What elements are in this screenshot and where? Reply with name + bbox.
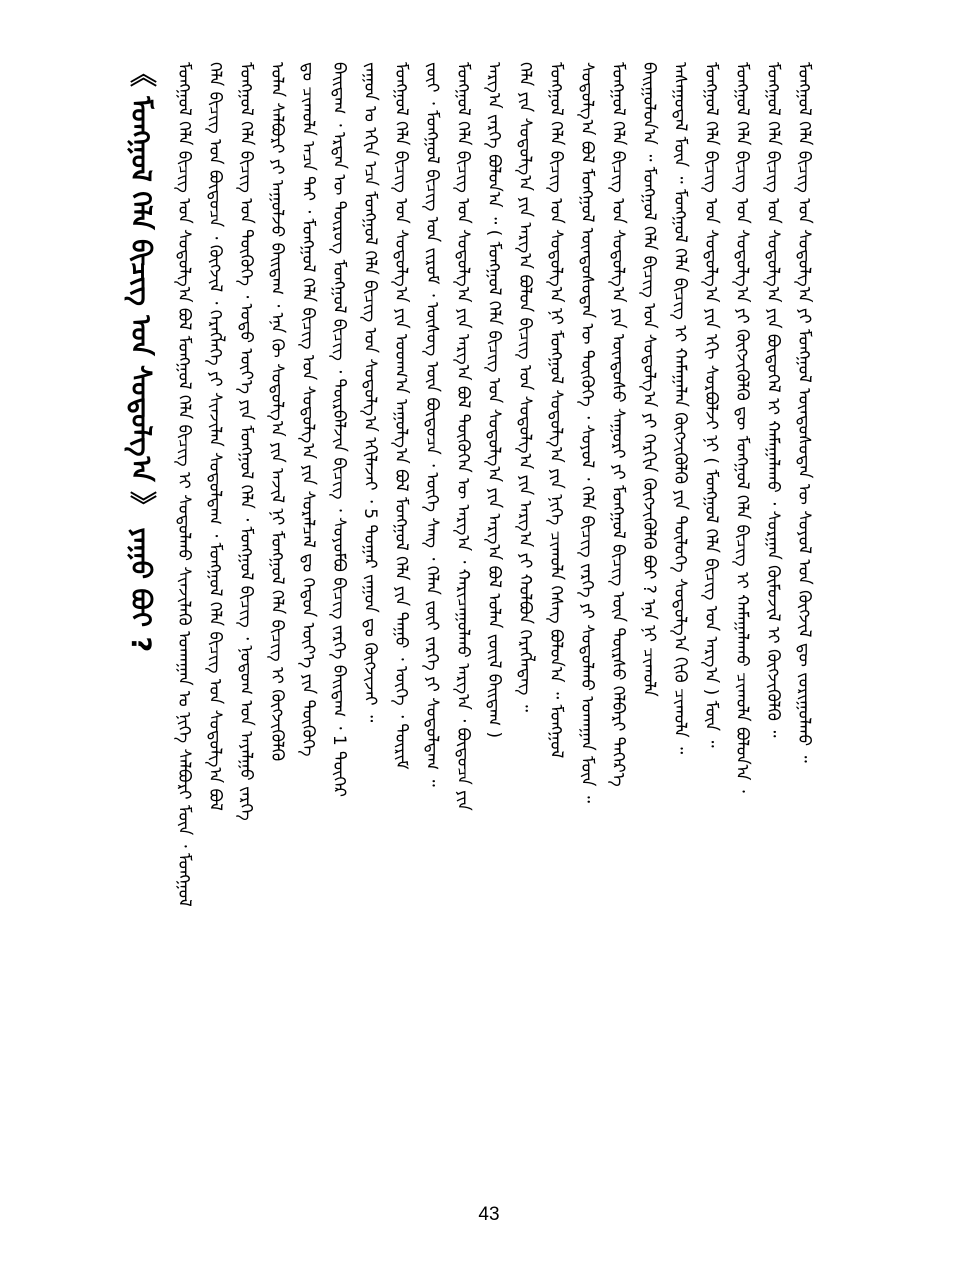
text-column: ᠬᠡᠯᠡ ᠶᠢᠨ ᠰᠤᠳᠤᠯᠭ᠎ᠠ ᠶᠢᠨ ᠠᠷᠭ᠎ᠠ ᠪᠣᠯᠤᠨ ᠪᠢᠴᠢᠭ ᠤᠨ ᠰᠤᠳᠤᠯᠭ᠎ᠠ ᠶᠢᠨ ᠠᠷᠭ᠎ᠠ ᠶᠢ ᠬᠣᠯᠪᠣᠨ ᠬᠡᠷᠡᠭᠯᠡᠳᠡᠭ ᠃ [515,62,535,712]
text-column: ᠮᠣᠩᠭᠣᠯ ᠬᠡᠯᠡ ᠪᠢᠴᠢᠭ ᠤᠨ ᠰᠤᠳᠤᠯᠭ᠎ᠠ ᠶᠢ ᠬᠥᠭᠵᠢᠭᠦᠯᠬᠦ ᠳᠦ ᠮᠣᠩᠭᠣᠯ ᠬᠡᠯᠡ ᠪᠢᠴᠢᠭ ᠢ ᠬᠠᠮᠠᠭᠠᠯᠠᠬᠤ ᠴᠢᠬᠤᠯᠠ ᠪᠣᠯᠤᠨ᠎ᠠ ᠂ [732,62,752,793]
text-column: ᠮᠣᠩᠭᠣᠯ ᠬᠡᠯᠡ ᠪᠢᠴᠢᠭ ᠤᠨ ᠰᠤᠳᠤᠯᠭ᠎ᠠ ᠶᠢᠨ ᠦᠨᠳᠦᠰᠦ ᠰᠠᠭᠤᠷᠢ ᠶᠢ ᠮᠣᠩᠭᠣᠯ ᠪᠢᠴᠢᠭ ᠦᠨ ᠳᠦᠷᠰᠦ ᠬᠡᠯᠪᠡᠷᠢ ᠳᠡᠭᠡᠷ᠎ᠡ [608,62,628,787]
body-text [172,62,862,1172]
text-column: ᠮᠣᠩᠭᠣᠯ ᠬᠡᠯᠡ ᠪᠢᠴᠢᠭ ᠤᠨ ᠰᠤᠳᠤᠯᠭ᠎ᠠ ᠶᠢᠨ ᠠᠷᠭ᠎ᠠ ᠪᠣᠯ ᠲᠦᠭᠦᠬᠡᠨ ᠦ ᠠᠷᠭ᠎ᠠ ᠂ ᠬᠠᠷᠢᠴᠠᠭᠤᠯᠬᠤ ᠠᠷᠭ᠎ᠠ ᠂ ᠪᠦᠲᠦᠴᠡ ᠶᠢᠨ [453,62,473,811]
text-column: ᠮᠣᠩᠭᠣᠯ ᠬᠡᠯᠡ ᠪᠢᠴᠢᠭ ᠤᠨ ᠰᠤᠳᠤᠯᠭ᠎ᠠ ᠪᠣᠯ ᠮᠣᠩᠭᠣᠯ ᠬᠡᠯᠡ ᠪᠢᠴᠢᠭ ᠢ ᠰᠤᠳᠤᠯᠬᠤ ᠰᠢᠨᠵᠢᠯᠡᠬᠦ ᠤᠬᠠᠭᠠᠨ ᠤ ᠨᠢᠭᠡ ᠰᠠᠯᠪᠤᠷᠢ ᠮᠥᠨ ᠂ ᠮᠣᠩᠭᠣᠯ [174,62,194,907]
text-column: ᠪᠠᠢᠳᠠᠭ ᠂ ᠡᠷᠲᠡᠨ ᠦ ᠲᠦᠷᠦᠭ ᠮᠣᠩᠭᠣᠯ ᠪᠢᠴᠢᠭ ᠂ ᠳᠥᠷᠪᠡᠯᠵᠢᠨ ᠪᠢᠴᠢᠭ ᠂ ᠰᠣᠶᠤᠮᠪᠤ ᠪᠢᠴᠢᠭ ᠵᠡᠷᠭᠡ ᠪᠠᠢᠳᠠᠭ ᠂ 1 ᠳᠦᠭᠡᠷ [329,62,349,798]
text-column: ᠮᠣᠩᠭᠣᠯ ᠬᠡᠯᠡ ᠪᠢᠴᠢᠭ ᠤᠨ ᠰᠤᠳᠤᠯᠭ᠎ᠠ ᠶᠢᠨ ᠪᠦᠲᠦᠭᠡᠯ ᠢ ᠬᠠᠮᠠᠭᠠᠯᠠᠬᠤ ᠂ ᠰᠤᠷᠭᠠᠨ ᠬᠥᠮᠦᠵᠢᠯ ᠢ ᠬᠥᠭᠵᠢᠭᠦᠯᠬᠦ ᠃ [763,62,783,738]
text-column: ᠣᠯᠠᠨ ᠰᠠᠯᠪᠤᠷᠢ ᠶᠢ ᠠᠭᠤᠯᠵᠤ ᠪᠠᠢᠳᠠᠭ ᠂ ᠡᠨᠡ ᠬᠦ ᠰᠤᠳᠤᠯᠭ᠎ᠠ ᠶᠢᠨ ᠠᠵᠢᠯ ᠨᠢ ᠮᠣᠩᠭᠣᠯ ᠬᠡᠯᠡ ᠪᠢᠴᠢᠭ ᠢ ᠬᠥᠭᠵᠢᠭᠦᠯᠬᠦ [267,62,287,762]
text-column [823,62,847,1172]
text-column: ᠪᠠᠢᠭᠤᠯᠤᠨ᠎ᠠ ᠃ ᠮᠣᠩᠭᠣᠯ ᠬᠡᠯᠡ ᠪᠢᠴᠢᠭ ᠤᠨ ᠰᠤᠳᠤᠯᠭ᠎ᠠ ᠶᠢ ᠬᠡᠷᠬᠢᠨ ᠬᠥᠭᠵᠢᠭᠦᠯᠬᠦ ᠪᠤᠢ ? ᠡᠨᠡ ᠨᠢ ᠴᠢᠬᠤᠯᠠ [639,62,659,697]
text-column: ᠠᠷᠭ᠎ᠠ ᠵᠡᠷᠭᠡ ᠪᠣᠯᠤᠨ᠎ᠠ ᠃ ( ᠮᠣᠩᠭᠣᠯ ᠬᠡᠯᠡ ᠪᠢᠴᠢᠭ ᠤᠨ ᠰᠤᠳᠤᠯᠭ᠎ᠠ ᠶᠢᠨ ᠠᠷᠭ᠎ᠠ ᠪᠣᠯ ᠣᠯᠠᠨ ᠵᠦᠢᠯ ᠪᠠᠢᠳᠠᠭ ) [484,62,504,739]
text-column: ᠳᠤ ᠴᠢᠬᠤᠯᠠ ᠠᠴᠠ ᠲᠠᠢ ᠂ ᠮᠣᠩᠭᠣᠯ ᠬᠡᠯᠡ ᠪᠢᠴᠢᠭ ᠤᠨ ᠰᠤᠳᠤᠯᠭ᠎ᠠ ᠶᠢᠨ ᠰᠤᠷᠠᠯᠴᠠᠯ ᠳᠤ ᠬᠡᠳᠦᠨ ᠦᠶ᠎ᠡ ᠶᠢᠨ ᠲᠦᠭᠦᠬᠡ [298,62,318,757]
text-column: ᠮᠣᠩᠭᠣᠯ ᠬᠡᠯᠡ ᠪᠢᠴᠢᠭ ᠤᠨ ᠲᠦᠭᠦᠬᠡ ᠂ ᠣᠳᠣ ᠦᠶ᠎ᠡ ᠶᠢᠨ ᠮᠣᠩᠭᠣᠯ ᠬᠡᠯᠡ ᠂ ᠮᠣᠩᠭᠣᠯ ᠪᠢᠴᠢᠭ ᠂ ᠨᠤᠲᠤᠭ ᠤᠨ ᠠᠶᠠᠯᠭᠤ ᠵᠡᠷᠭᠡ [236,62,256,821]
page-number: 43 [478,1204,500,1225]
text-column: ᠰᠤᠳᠤᠯᠭ᠎ᠠ ᠪᠣᠯ ᠮᠣᠩᠭᠣᠯ ᠦᠨᠳᠦᠰᠦᠲᠡᠨ ᠦ ᠲᠦᠭᠦᠬᠡ ᠂ ᠰᠣᠶᠤᠯ ᠂ ᠬᠡᠯᠡ ᠪᠢᠴᠢᠭ ᠵᠡᠷᠭᠡ ᠶᠢ ᠰᠤᠳᠤᠯᠬᠤ ᠤᠬᠠᠭᠠᠨ ᠮᠥᠨ ᠃ [577,62,597,803]
text-column: ᠵᠦᠢ ᠂ ᠮᠣᠩᠭᠣᠯ ᠪᠢᠴᠢᠭ ᠤᠨ ᠵᠢᠷᠤᠮ ᠂ ᠦᠰᠦᠭ ᠦᠨ ᠪᠦᠲᠦᠴᠡ ᠂ ᠦᠭᠡ ᠰᠠᠩ ᠂ ᠬᠡᠯᠡᠨ ᠵᠦᠢ ᠵᠡᠷᠭᠡ ᠶᠢ ᠰᠤᠳᠤᠯᠳᠠᠭ ᠃ [422,62,442,787]
text-column: ᠵᠠᠭᠤᠨ ᠤ ᠡᠬᠢᠨ ᠡᠴᠡ ᠮᠣᠩᠭᠣᠯ ᠬᠡᠯᠡ ᠪᠢᠴᠢᠭ ᠤᠨ ᠰᠤᠳᠤᠯᠭ᠎ᠠ ᠡᠬᠢᠯᠡᠵᠡᠢ ᠂ 5 ᠳᠤᠭᠠᠷ ᠵᠠᠭᠤᠨ ᠳᠤ ᠬᠥᠭᠵᠢᠵᠡᠢ ᠃ [360,62,380,723]
text-column: ᠮᠣᠩᠭᠣᠯ ᠬᠡᠯᠡ ᠪᠢᠴᠢᠭ ᠤᠨ ᠰᠤᠳᠤᠯᠭ᠎ᠠ ᠶᠢᠨ ᠤᠳᠬ᠎ᠠ ᠠᠭᠤᠯᠭ᠎ᠠ ᠪᠣᠯ ᠮᠣᠩᠭᠣᠯ ᠬᠡᠯᠡ ᠶᠢᠨ ᠳᠠᠭᠤ ᠂ ᠦᠭᠡ ᠂ ᠳᠦᠷᠢᠮ [391,62,411,770]
text-column: ᠮᠣᠩᠭᠣᠯ ᠬᠡᠯᠡ ᠪᠢᠴᠢᠭ ᠤᠨ ᠰᠤᠳᠤᠯᠭ᠎ᠠ ᠶᠢᠨ ᠡᠬᠢ ᠰᠤᠷᠪᠤᠯᠵᠢ ᠨᠢ ( ᠮᠣᠩᠭᠣᠯ ᠬᠡᠯᠡ ᠪᠢᠴᠢᠭ ᠤᠨ ᠠᠷᠭ᠎ᠠ ) ᠮᠥᠨ ᠃ [701,62,721,748]
text-column: ᠮᠣᠩᠭᠣᠯ ᠬᠡᠯᠡ ᠪᠢᠴᠢᠭ ᠤᠨ ᠰᠤᠳᠤᠯᠭ᠎ᠠ ᠶᠢ ᠮᠣᠩᠭᠣᠯ ᠦᠨᠳᠦᠰᠦᠲᠡᠨ ᠦ ᠰᠣᠶᠤᠯ ᠤᠨ ᠬᠥᠭᠵᠢᠯ ᠳᠦ ᠵᠣᠷᠢᠭᠤᠯᠬᠤ ᠃ [794,62,814,763]
document-title: 《 ᠮᠣᠩᠭᠣᠯ ᠬᠡᠯᠡ ᠪᠢᠴᠢᠭ ᠤᠨ ᠰᠤᠳᠤᠯᠭ᠎ᠠ 》 ᠶᠠᠭᠤ ᠪᠤᠢ ? [125,60,156,653]
text-column: ᠬᠡᠯᠡ ᠪᠢᠴᠢᠭ ᠤᠨ ᠪᠦᠲᠦᠴᠡ ᠂ ᠬᠦᠭᠵᠢᠯ ᠂ ᠬᠡᠷᠡᠭᠯᠡᠭᠡ ᠶᠢ ᠰᠢᠨᠵᠢᠯᠡᠨ ᠰᠤᠳᠤᠯᠳᠠᠭ ᠂ ᠮᠣᠩᠭᠣᠯ ᠬᠡᠯᠡ ᠪᠢᠴᠢᠭ ᠤᠨ ᠰᠤᠳᠤᠯᠭ᠎ᠠ ᠪᠣᠯ [205,62,225,811]
text-column: ᠮᠣᠩᠭᠣᠯ ᠬᠡᠯᠡ ᠪᠢᠴᠢᠭ ᠤᠨ ᠰᠤᠳᠤᠯᠭ᠎ᠠ ᠨᠢ ᠮᠣᠩᠭᠣᠯ ᠰᠤᠳᠤᠯᠭ᠎ᠠ ᠶᠢᠨ ᠨᠢᠭᠡ ᠴᠢᠬᠤᠯᠠ ᠬᠡᠰᠡᠭ ᠪᠣᠯᠤᠨ᠎ᠠ ᠃ ᠮᠣᠩᠭᠣᠯ [546,62,566,759]
text-column: ᠠᠰᠠᠭᠤᠳᠠᠯ ᠮᠥᠨ ᠃ ᠮᠣᠩᠭᠣᠯ ᠬᠡᠯᠡ ᠪᠢᠴᠢᠭ ᠢ ᠬᠠᠮᠠᠭᠠᠯᠠᠨ ᠬᠥᠭᠵᠢᠭᠦᠯᠬᠦ ᠶᠢᠨ ᠲᠥᠯᠥᠭᠡ ᠰᠤᠳᠤᠯᠭ᠎ᠠ ᠬᠢᠬᠦ ᠴᠢᠬᠤᠯᠠ ᠃ [670,62,690,755]
